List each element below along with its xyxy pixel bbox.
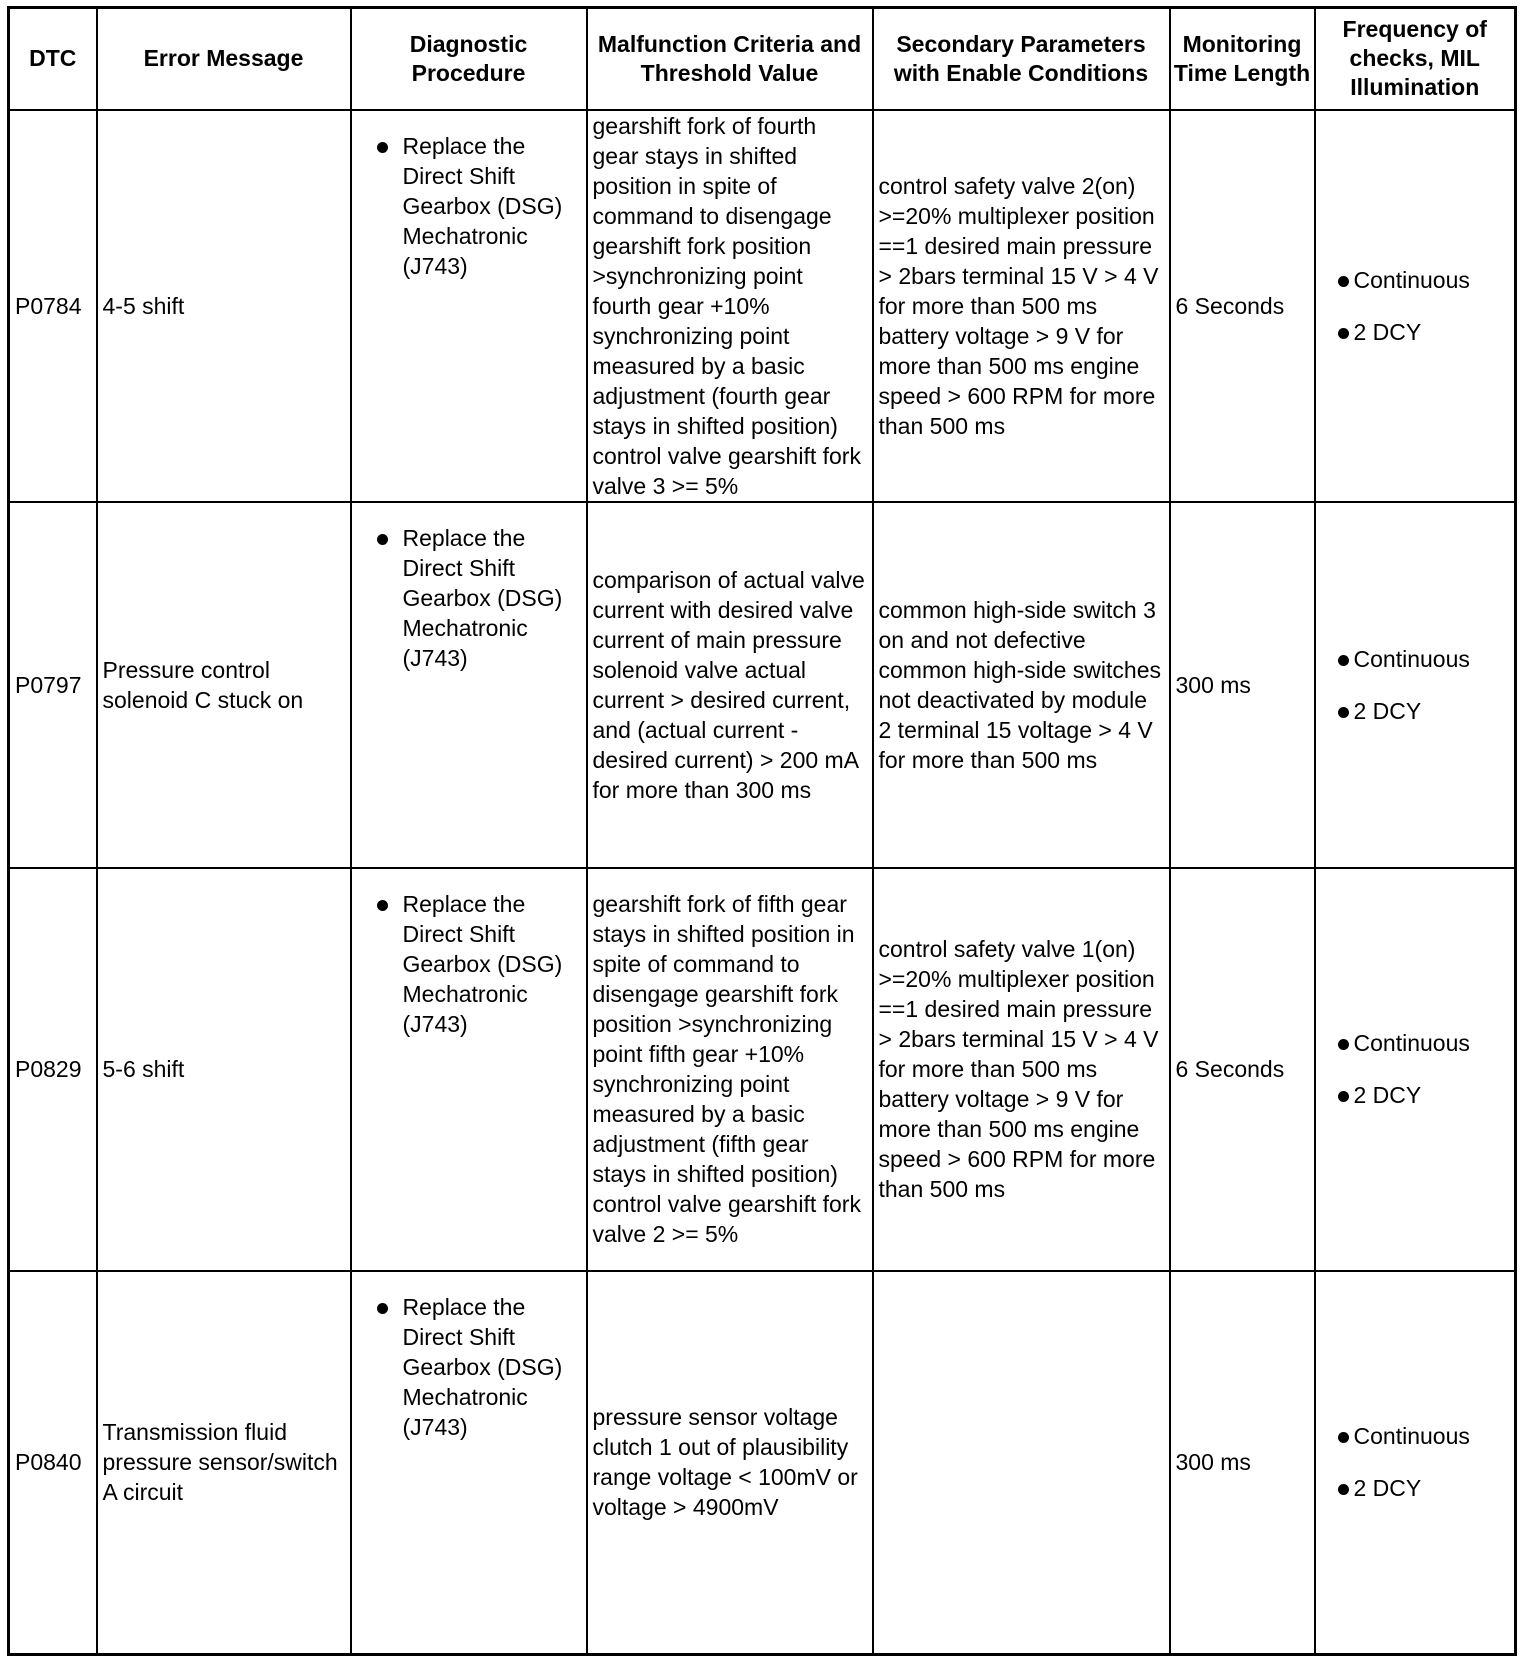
table-row — [9, 110, 1516, 502]
header-error-message: Error Message — [97, 8, 351, 110]
secondary-parameters: common high-side switch 3 on and not defective common high-side switches not deactivated by module 2 terminal 15 voltage > 4 V for more than 500 ms — [873, 502, 1170, 868]
table-row — [9, 502, 1516, 868]
diagnostic-procedure — [351, 110, 587, 502]
procedure-item: Replace the Direct Shift Gearbox (DSG) Mechatronic (J743) — [373, 1292, 583, 1442]
dtc-code: P0784 — [9, 110, 97, 502]
monitoring-time: 6 Seconds — [1170, 110, 1315, 502]
frequency-item: Continuous — [1316, 1028, 1515, 1058]
frequency-item: Continuous — [1316, 644, 1515, 674]
dtc-table — [7, 6, 1517, 1656]
procedure-item: Replace the Direct Shift Gearbox (DSG) Mechatronic (J743) — [373, 889, 583, 1039]
malfunction-criteria: pressure sensor voltage clutch 1 out of plausibility range voltage < 100mV or voltage > 4900mV — [587, 1271, 873, 1655]
malfunction-criteria: gearshift fork of fourth gear stays in shifted position in spite of command to disengage gearshift fork position >synchronizing point fourth gear +10% synchronizing point measured by a basic adjustment (fourth gear stays in shifted position) control valve gearshift fork valve 3 >= 5% — [587, 110, 873, 502]
monitoring-time: 300 ms — [1170, 502, 1315, 868]
table-row — [9, 868, 1516, 1271]
table-row — [9, 1271, 1516, 1655]
frequency-item: Continuous — [1316, 1421, 1515, 1451]
error-message: 4-5 shift — [97, 110, 351, 502]
monitoring-time: 300 ms — [1170, 1271, 1315, 1655]
malfunction-criteria: gearshift fork of fifth gear stays in shifted position in spite of command to disengage gearshift fork position >synchronizing point fifth gear +10% synchronizing point measured by a basic adjustment (fifth gear stays in shifted position) control valve gearshift fork valve 2 >= 5% — [587, 868, 873, 1271]
secondary-parameters: control safety valve 1(on) >=20% multiplexer position ==1 desired main pressure > 2bars terminal 15 V > 4 V for more than 500 ms battery voltage > 9 V for more than 500 ms engine speed > 600 RPM for more than 500 ms — [873, 868, 1170, 1271]
error-message: Pressure control solenoid C stuck on — [97, 502, 351, 868]
header-diagnostic-procedure: Diagnostic Procedure — [351, 8, 587, 110]
dtc-code: P0840 — [9, 1271, 97, 1655]
procedure-item: Replace the Direct Shift Gearbox (DSG) Mechatronic (J743) — [373, 523, 583, 673]
frequency-item: 2 DCY — [1316, 1080, 1515, 1110]
dtc-code: P0829 — [9, 868, 97, 1271]
header-frequency: Frequency of checks, MIL Illumination — [1315, 8, 1516, 110]
frequency-item: 2 DCY — [1316, 1473, 1515, 1503]
error-message: Transmission fluid pressure sensor/switch A circuit — [97, 1271, 351, 1655]
procedure-item: Replace the Direct Shift Gearbox (DSG) Mechatronic (J743) — [373, 131, 583, 281]
malfunction-criteria: comparison of actual valve current with desired valve current of main pressure solenoid valve actual current > desired current, and (actual current - desired current) > 200 mA for more than 300 ms — [587, 502, 873, 868]
header-monitoring-time: Monitoring Time Length — [1170, 8, 1315, 110]
secondary-parameters — [873, 1271, 1170, 1655]
error-message: 5-6 shift — [97, 868, 351, 1271]
frequency-cell — [1315, 110, 1516, 502]
frequency-item: 2 DCY — [1316, 696, 1515, 726]
header-row — [9, 8, 1516, 110]
header-secondary-parameters: Secondary Parameters with Enable Conditions — [873, 8, 1170, 110]
diagnostic-procedure — [351, 868, 587, 1271]
diagnostic-procedure — [351, 1271, 587, 1655]
frequency-item: 2 DCY — [1316, 317, 1515, 347]
dtc-code: P0797 — [9, 502, 97, 868]
document-page — [7, 6, 1514, 1646]
frequency-item: Continuous — [1316, 265, 1515, 295]
frequency-cell — [1315, 502, 1516, 868]
secondary-parameters: control safety valve 2(on) >=20% multiplexer position ==1 desired main pressure > 2bars terminal 15 V > 4 V for more than 500 ms battery voltage > 9 V for more than 500 ms engine speed > 600 RPM for more than 500 ms — [873, 110, 1170, 502]
diagnostic-procedure — [351, 502, 587, 868]
header-dtc: DTC — [9, 8, 97, 110]
frequency-cell — [1315, 1271, 1516, 1655]
monitoring-time: 6 Seconds — [1170, 868, 1315, 1271]
frequency-cell — [1315, 868, 1516, 1271]
header-malfunction-criteria: Malfunction Criteria and Threshold Value — [587, 8, 873, 110]
